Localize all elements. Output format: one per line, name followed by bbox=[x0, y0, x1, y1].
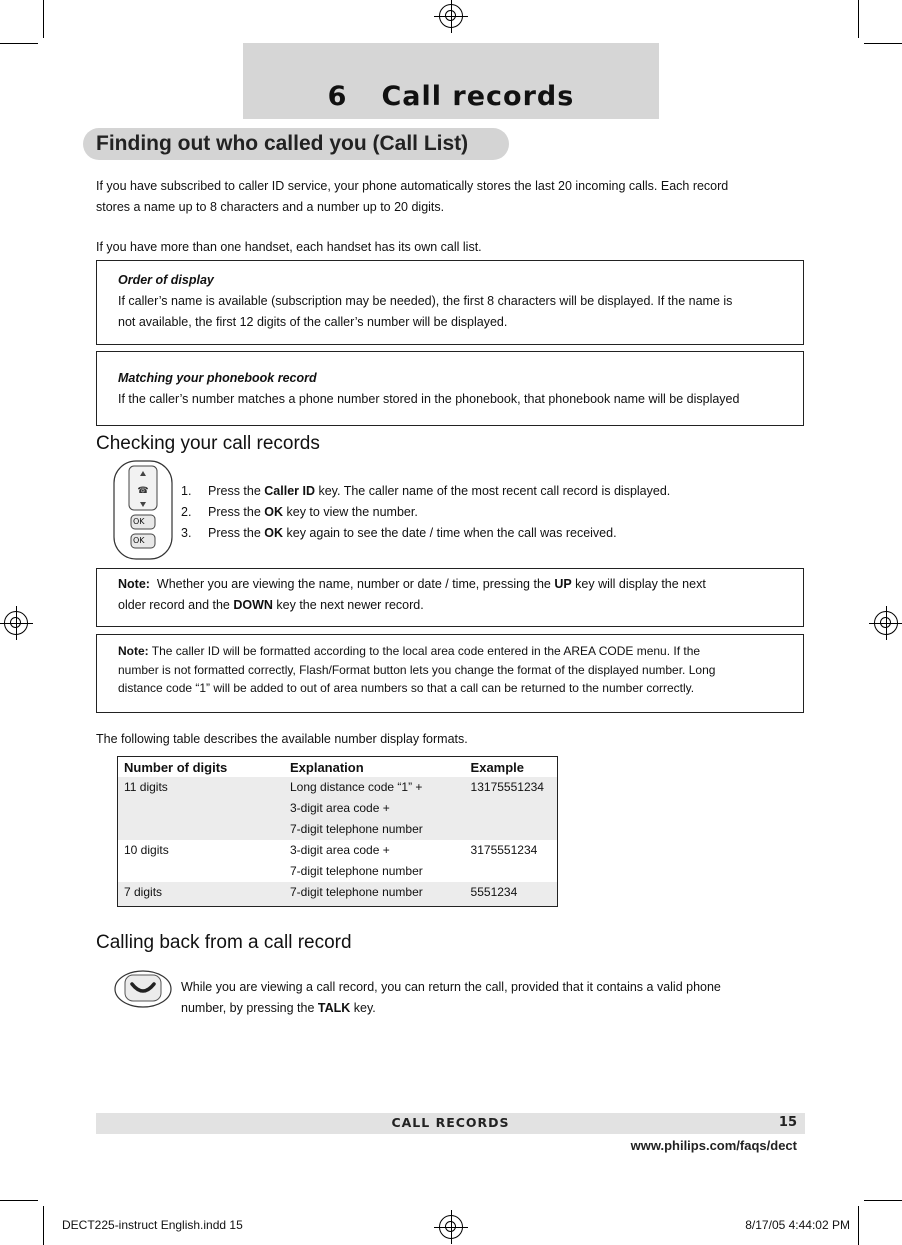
note-label: Note: bbox=[118, 644, 149, 658]
crop-mark bbox=[43, 0, 44, 38]
footer-bar bbox=[96, 1113, 805, 1134]
table-header-row bbox=[118, 757, 558, 778]
calling-back-heading: Calling back from a call record bbox=[96, 932, 352, 953]
table-cell: 11 digits bbox=[118, 777, 285, 840]
box-title: Matching your phonebook record bbox=[118, 371, 317, 385]
chapter-number: 6 bbox=[327, 81, 348, 112]
handset-icon bbox=[113, 460, 173, 560]
step-text: Press the bbox=[208, 505, 265, 519]
intro-line: If you have subscribed to caller ID service, your phone automatically stores the last 20 incoming calls. Each record bbox=[96, 179, 729, 193]
crop-mark bbox=[0, 43, 38, 44]
chapter-header bbox=[243, 43, 659, 119]
explanation-line: 7-digit telephone number bbox=[290, 822, 423, 836]
table-row bbox=[118, 882, 558, 907]
crop-mark bbox=[0, 1200, 38, 1201]
talk-key-illustration bbox=[113, 969, 173, 1009]
table-header-cell: Explanation bbox=[290, 759, 364, 775]
table-row bbox=[118, 840, 558, 882]
table-row bbox=[118, 777, 558, 840]
svg-text:☎: ☎ bbox=[137, 486, 149, 496]
chapter-title bbox=[243, 81, 659, 112]
step-item bbox=[181, 523, 670, 544]
table-cell: 10 digits bbox=[124, 843, 169, 857]
matching-phonebook-box bbox=[96, 351, 804, 426]
step-text: key. The caller name of the most recent call record is displayed. bbox=[315, 484, 671, 498]
step-item bbox=[181, 502, 670, 523]
talk-key-icon bbox=[113, 969, 173, 1009]
registration-mark-icon bbox=[439, 1215, 463, 1239]
chapter-title-text: Call records bbox=[381, 81, 575, 112]
explanation-line: Long distance code “1” + bbox=[290, 780, 423, 794]
step-number: 2. bbox=[181, 505, 192, 519]
table-cell: 7 digits bbox=[118, 882, 285, 907]
page-number: 15 bbox=[778, 1115, 797, 1130]
footer-title: CALL RECORDS bbox=[391, 1115, 510, 1130]
ok-key-label: OK bbox=[133, 517, 145, 526]
calling-back-line: number, by pressing the bbox=[181, 1001, 318, 1015]
file-slug: DECT225-instruct English.indd 15 bbox=[62, 1218, 243, 1232]
box-title: Order of display bbox=[118, 273, 214, 287]
step-text: Press the bbox=[208, 526, 265, 540]
crop-mark bbox=[858, 1206, 859, 1245]
intro-line: stores a name up to 8 characters and a number up to 20 digits. bbox=[96, 200, 445, 214]
number-format-table bbox=[117, 756, 558, 907]
step-number: 3. bbox=[181, 526, 192, 540]
step-key: OK bbox=[264, 526, 284, 540]
table-cell: 3175551234 bbox=[470, 843, 538, 857]
registration-mark-icon bbox=[439, 4, 463, 28]
box-line: not available, the first 12 digits of the caller’s number will be displayed. bbox=[118, 315, 508, 329]
step-key: Caller ID bbox=[264, 484, 315, 498]
registration-mark-icon bbox=[874, 611, 898, 635]
table-cell bbox=[284, 840, 465, 882]
box-line: If caller’s name is available (subscription may be needed), the first 8 characters will be displayed. If the name is bbox=[118, 294, 733, 308]
intro-line: If you have more than one handset, each handset has its own call list. bbox=[96, 240, 482, 254]
registration-mark-icon bbox=[4, 611, 28, 635]
section-heading-text: Finding out who called you (Call List) bbox=[96, 132, 469, 155]
note-text: key the next newer record. bbox=[272, 598, 424, 612]
calling-back-line: key. bbox=[350, 1001, 376, 1015]
table-cell bbox=[284, 882, 465, 907]
section-heading bbox=[83, 128, 509, 160]
step-text: key again to see the date / time when the call was received. bbox=[283, 526, 617, 540]
ok-key-label: OK bbox=[133, 536, 145, 545]
talk-key-label: TALK bbox=[317, 1001, 351, 1015]
explanation-line: 3-digit area code + bbox=[290, 801, 390, 815]
table-header-cell: Number of digits bbox=[124, 759, 228, 775]
note-text: key will display the next bbox=[571, 577, 706, 591]
explanation-line: 7-digit telephone number bbox=[290, 864, 423, 878]
step-text: Press the bbox=[208, 484, 265, 498]
support-url: www.philips.com/faqs/dect bbox=[630, 1138, 797, 1153]
note-label: Note: bbox=[118, 577, 150, 591]
table-cell bbox=[284, 777, 465, 840]
note-key: UP bbox=[554, 577, 572, 591]
note-text: distance code “1” will be added to out of area numbers so that a call can be returned to the number correctly. bbox=[118, 681, 695, 695]
step-text: key to view the number. bbox=[283, 505, 418, 519]
note-text: The caller ID will be formatted according to the local area code entered in the AREA CODE menu. If the bbox=[148, 644, 701, 658]
note-text: number is not formatted correctly, Flash/Format button lets you change the format of the displayed number. Long bbox=[118, 662, 716, 677]
crop-mark bbox=[43, 1206, 44, 1245]
checking-heading: Checking your call records bbox=[96, 433, 320, 454]
step-number: 1. bbox=[181, 484, 192, 498]
print-timestamp: 8/17/05 4:44:02 PM bbox=[745, 1218, 850, 1232]
note-key: DOWN bbox=[233, 598, 273, 612]
calling-back-paragraph bbox=[181, 977, 721, 1019]
order-of-display-box bbox=[96, 260, 804, 345]
box-line: If the caller’s number matches a phone number stored in the phonebook, that phonebook name will be displayed bbox=[118, 392, 740, 406]
intro-paragraph bbox=[96, 176, 728, 218]
table-intro: The following table describes the available number display formats. bbox=[96, 732, 468, 746]
table-cell: 5551234 bbox=[465, 882, 558, 907]
step-key: OK bbox=[264, 505, 284, 519]
handset-keys-illustration bbox=[113, 460, 173, 560]
step-item bbox=[181, 481, 670, 502]
crop-mark bbox=[864, 43, 902, 44]
note-text: Whether you are viewing the name, number or date / time, pressing the bbox=[149, 577, 555, 591]
table-header-cell: Example bbox=[470, 759, 525, 775]
note-box-up-down bbox=[96, 568, 804, 627]
table-cell: 13175551234 bbox=[465, 777, 558, 840]
steps-list bbox=[181, 481, 670, 544]
explanation-line: 7-digit telephone number bbox=[290, 885, 423, 899]
explanation-line: 3-digit area code + bbox=[290, 843, 390, 857]
note-box-format bbox=[96, 634, 804, 713]
calling-back-line: While you are viewing a call record, you can return the call, provided that it contains a valid phone bbox=[181, 980, 721, 994]
crop-mark bbox=[858, 0, 859, 38]
crop-mark bbox=[864, 1200, 902, 1201]
note-text: older record and the bbox=[118, 598, 234, 612]
